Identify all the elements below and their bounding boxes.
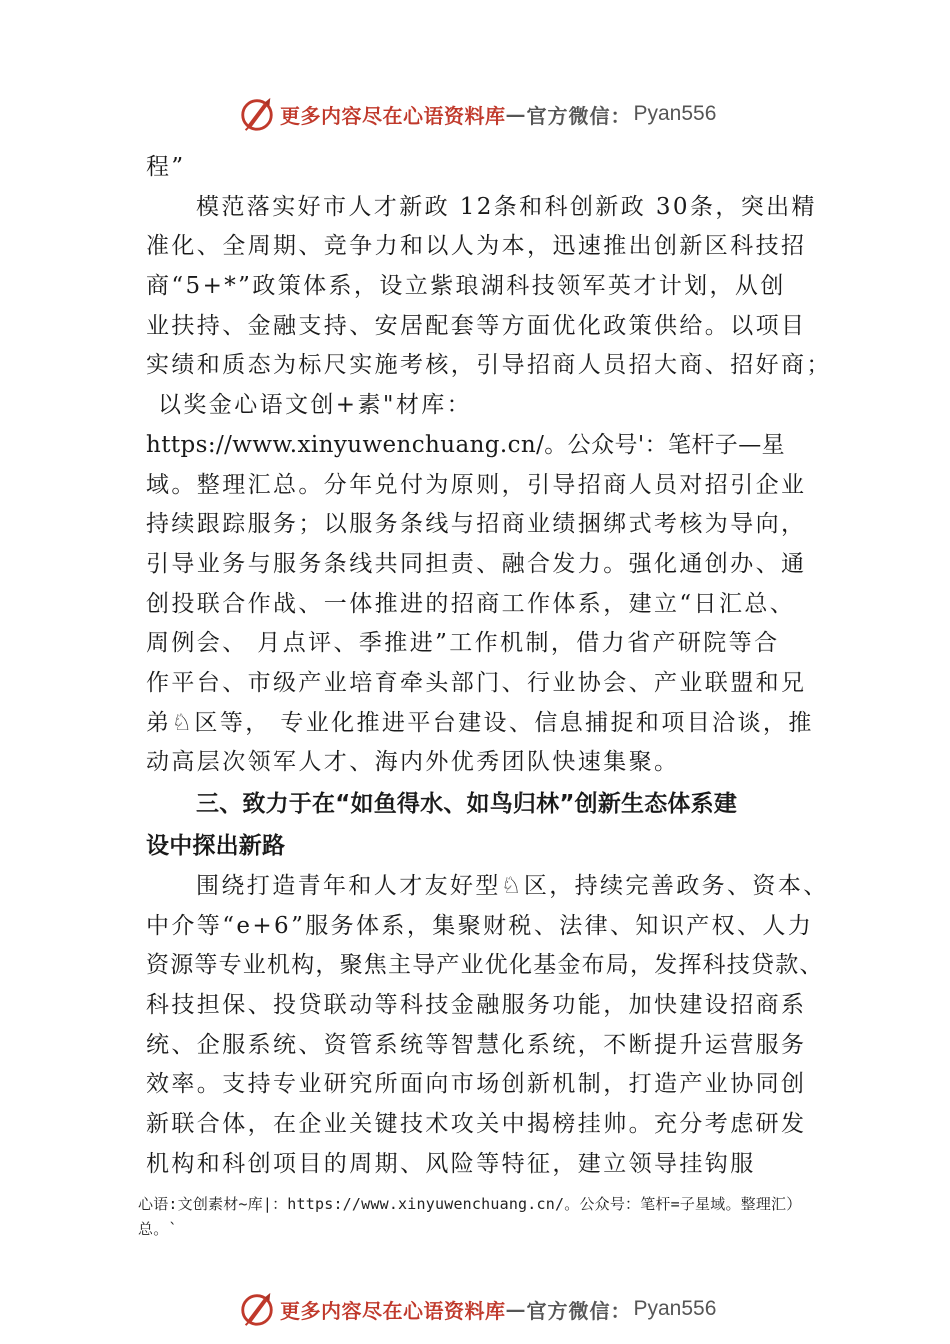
header-dash: — (505, 102, 527, 126)
footer-dash: — (505, 1297, 527, 1321)
body-line: 动高层次领军人才、海内外优秀团队快速集聚。 (146, 749, 680, 776)
body-line-url: https://www.xinyuwenchuang.cn/。公众号'：笔杆子—星 (146, 431, 786, 458)
body-line: 持续跟踪服务；以服务条线与招商业绩捆绑式考核为导向， (146, 511, 807, 538)
body-line: 统、企服系统、资管系统等智慧化系统，不断提升运营服务 (146, 1031, 807, 1058)
body-line: 程” (146, 154, 186, 180)
body-line: 周例会、 月点评、季推进”工作机制，借力省产研院等合 (146, 630, 780, 657)
body-line: 模范落实好市人才新政 12条和科创新政 30条，突出精 (196, 193, 817, 220)
footnote (138, 1192, 838, 1242)
footer-wechat-label: 官方微信： (526, 1298, 632, 1323)
body-line: 域。整理汇总。分年兑付为原则，引导招商人员对招引企业 (146, 471, 807, 498)
header-banner-top (238, 94, 716, 134)
body-line: 新联合体，在企业关键技术攻关中揭榜挂帅。充分考虑研发 (146, 1111, 807, 1138)
header-title: 更多内容尽在心语资料库 (280, 103, 506, 128)
body-line: 业扶持、金融支持、安居配套等方面优化政策供给。以项目 (146, 312, 807, 339)
body-line: 以奖金心语文创+素"材库： (158, 392, 473, 419)
body-line: 机构和科创项目的周期、风险等特征，建立领导挂钩服 (146, 1150, 756, 1177)
body-line: 资源等专业机构，聚焦主导产业优化基金布局，发挥科技贷款、 (146, 952, 824, 979)
footer-wechat-id: Pyan556 (633, 1297, 717, 1320)
body-line: 准化、全周期、竞争力和以人为本，迅速推出创新区科技招 (146, 233, 807, 260)
quill-pen-logo-icon (238, 1290, 276, 1328)
header-wechat-label: 官方微信： (526, 103, 632, 128)
section-heading: 三、致力于在“如鱼得水、如鸟归林”创新生态体系建 (196, 791, 738, 817)
document-body (146, 148, 836, 1185)
quill-pen-logo-icon (238, 95, 276, 133)
body-line: 商“5+*”政策体系，设立紫琅湖科技领军英才计划，从创 (146, 273, 786, 300)
header-wechat-id: Pyan556 (633, 102, 717, 125)
footnote-line: 总。` (138, 1220, 178, 1238)
header-banner-bottom (238, 1289, 716, 1329)
section-heading-cont: 设中探出新路 (146, 833, 286, 859)
body-line: 实绩和质态为标尺实施考核，引导招商人员招大商、招好商； (146, 352, 832, 379)
body-line: 作平台、市级产业培育牵头部门、行业协会、产业联盟和兄 (146, 669, 807, 696)
body-line: 创投联合作战、一体推进的招商工作体系，建立“日汇总、 (146, 590, 796, 617)
body-line: 科技担保、投贷联动等科技金融服务功能，加快建设招商系 (146, 992, 807, 1019)
footnote-line: 心语:文创素材~库|：https://www.xinyuwenchuang.cn/。公众号：笔杆=子星域。整理汇） (138, 1195, 802, 1213)
body-line: 弟♘区等， 专业化推进平台建设、信息捕捉和项目洽谈，推 (146, 709, 814, 736)
body-line: 中介等“e+6”服务体系，集聚财税、法律、知识产权、人力 (146, 912, 814, 939)
body-line: 围绕打造青年和人才友好型♘区，持续完善政务、资本、 (196, 873, 829, 899)
footer-title: 更多内容尽在心语资料库 (280, 1298, 506, 1323)
body-line: 效率。支持专业研究所面向市场创新机制，打造产业协同创 (146, 1071, 807, 1098)
body-line: 引导业务与服务条线共同担责、融合发力。强化通创办、通 (146, 550, 807, 577)
